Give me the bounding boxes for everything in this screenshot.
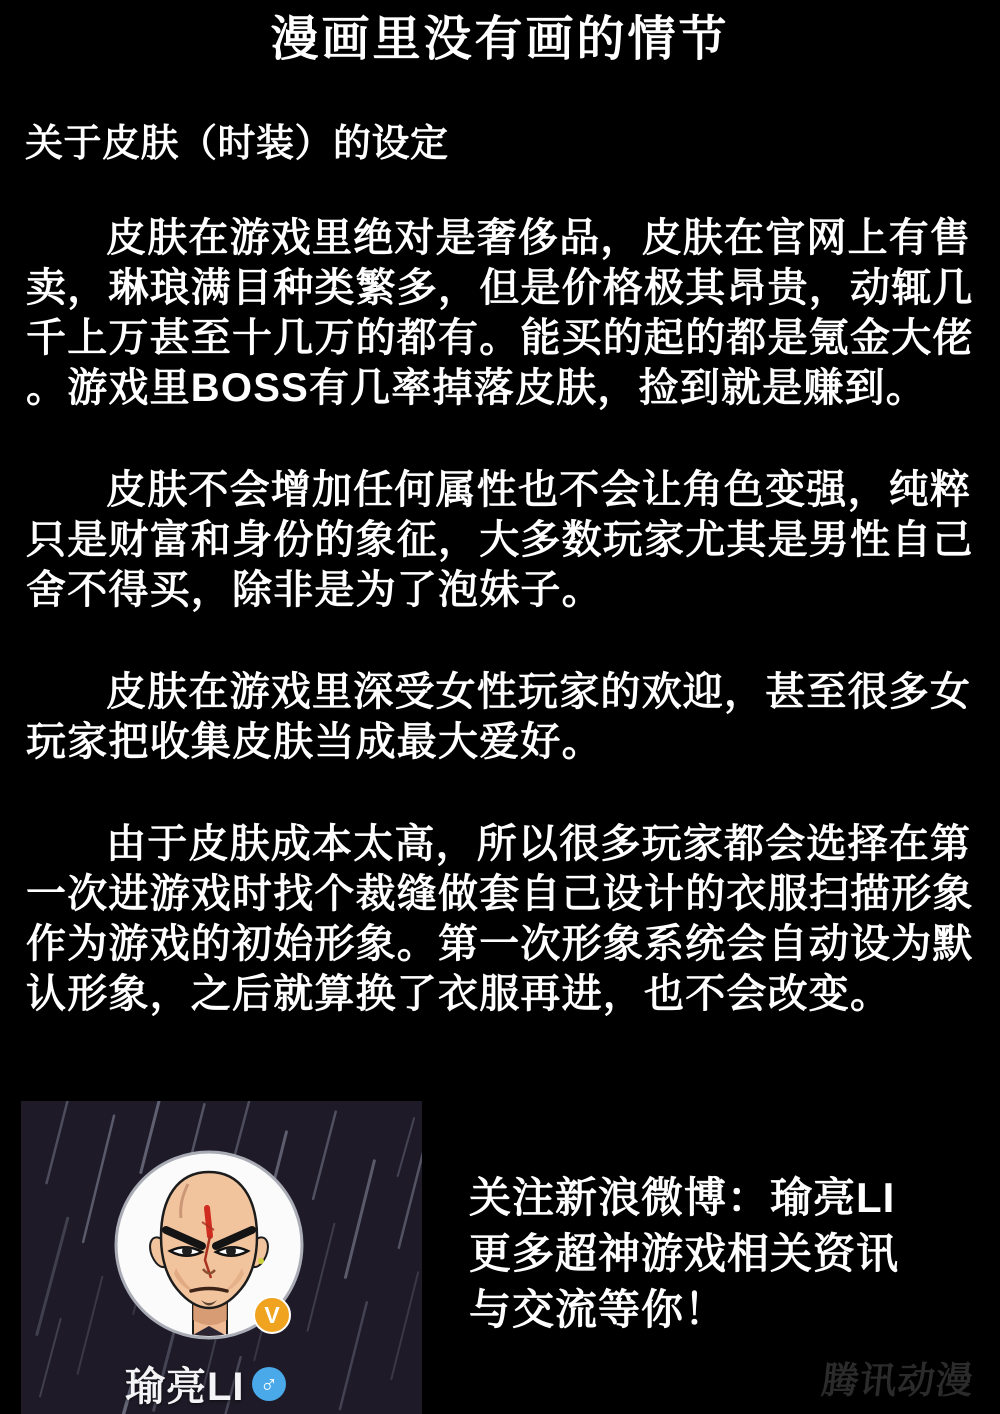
male-gender-icon: ♂ [252,1367,286,1401]
promo-line: 与交流等你！ [469,1286,728,1333]
paragraph: 由于皮肤成本太高，所以很多玩家都会选择在第一次进游戏时找个裁缝做套自己设计的衣服扫描形象作为游戏的初始形象。第一次形象系统会自动设为默认形象，之后就算换了衣服再进，也不会改变。 [26,822,974,1016]
verified-badge-icon: V [253,1296,291,1334]
page-title: 漫画里没有画的情节 [270,13,730,66]
weibo-promo-text [469,1170,939,1338]
promo-line: 更多超神游戏相关资讯 [469,1230,900,1277]
article-body [26,213,974,1071]
promo-line: 关注新浪微博：瑜亮LI [469,1174,896,1221]
paragraph: 皮肤不会增加任何属性也不会让角色变强，纯粹只是财富和身份的象征，大多数玩家尤其是男性自己舍不得买，除非是为了泡妹子。 [26,468,974,612]
profile-name: 瑜亮LI [125,1365,245,1409]
weibo-profile-card [21,1101,422,1414]
tencent-comics-watermark: 腾讯动漫 [819,1360,976,1401]
paragraph: 皮肤在游戏里深受女性玩家的欢迎，甚至很多女玩家把收集皮肤当成最大爱好。 [26,670,972,764]
paragraph: 皮肤在游戏里绝对是奢侈品，皮肤在官网上有售卖，琳琅满目种类繁多，但是价格极其昂贵，动辄几千上万甚至十几万的都有。能买的起的都是氪金大佬。游戏里BOSS有几率掉落皮肤，捡到就是赚到。 [26,216,974,410]
section-heading: 关于皮肤（时装）的设定 [25,123,449,165]
